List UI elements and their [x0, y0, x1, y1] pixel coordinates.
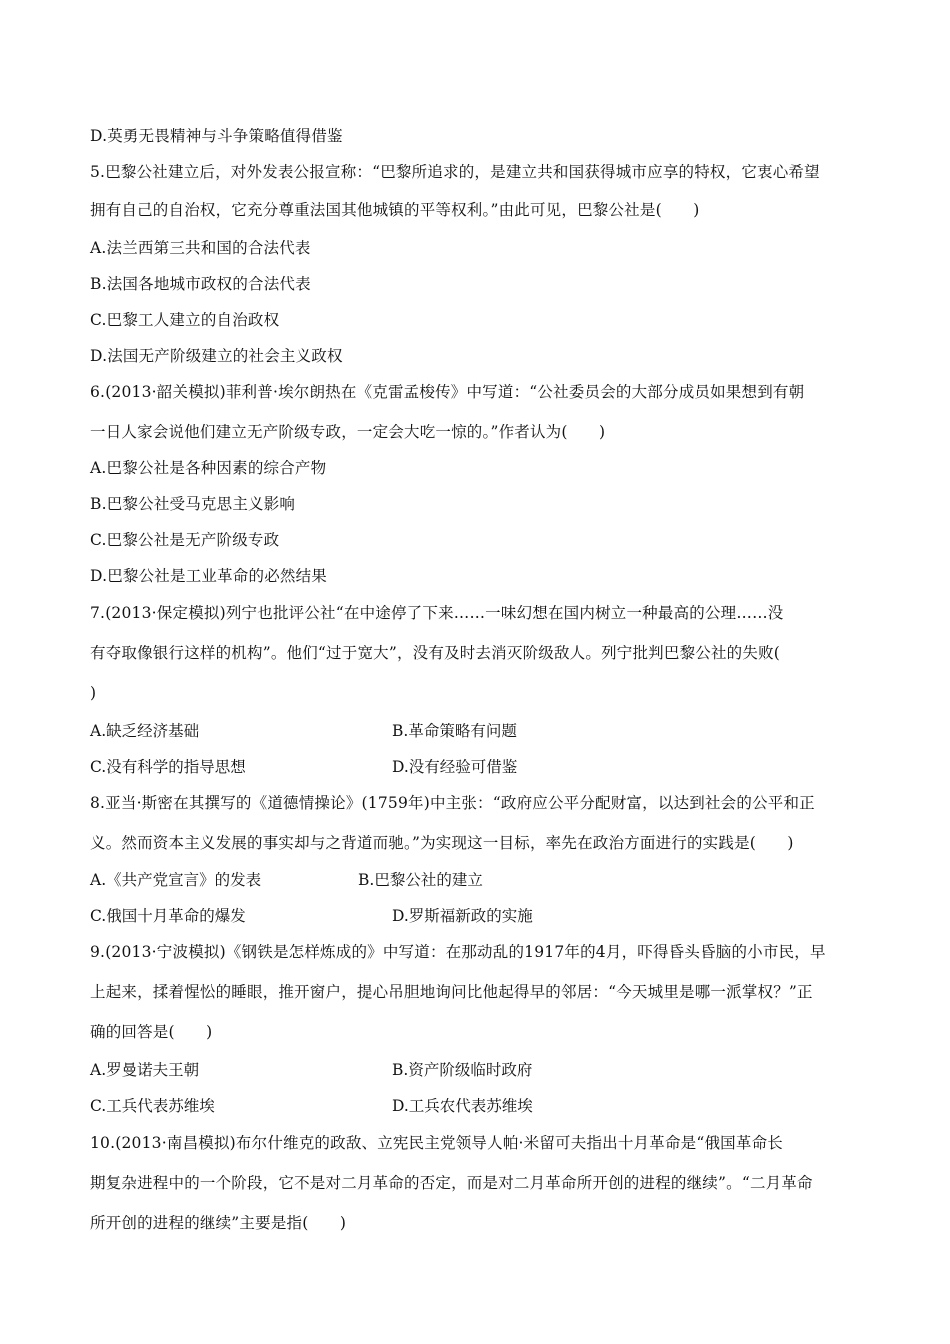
q5-stem-line2: 拥有自己的自治权，它充分尊重法国其他城镇的平等权利。”由此可见，巴黎公社是( ) [90, 201, 700, 219]
q7-option-a: A.缺乏经济基础 [90, 722, 200, 740]
q9-option-d: D.工兵农代表苏维埃 [392, 1097, 533, 1115]
q9-stem-line2: 上起来，揉着惺忪的睡眼，推开窗户，提心吊胆地询问比他起得早的邻居：“今天城里是哪一派掌权？”正 [90, 983, 813, 1001]
q8-stem-line2: 义。然而资本主义发展的事实却与之背道而驰。”为实现这一目标，率先在政治方面进行的实践是( ) [90, 834, 794, 852]
q8-option-b: B.巴黎公社的建立 [358, 871, 483, 889]
q5-option-c: C.巴黎工人建立的自治政权 [90, 311, 280, 329]
q9-option-a: A.罗曼诺夫王朝 [90, 1061, 200, 1079]
q5-option-d: D.法国无产阶级建立的社会主义政权 [90, 347, 343, 365]
q8-option-d: D.罗斯福新政的实施 [392, 907, 533, 925]
q6-stem-line2: 一日人家会说他们建立无产阶级专政，一定会大吃一惊的。”作者认为( ) [90, 423, 606, 441]
q10-stem-line1: 10.(2013·南昌模拟)布尔什维克的政敌、立宪民主党领导人帕·米留可夫指出十月革命是“俄国革命长 [90, 1134, 783, 1152]
q9-stem-line3: 确的回答是( ) [90, 1023, 213, 1041]
q8-stem-line1: 8.亚当·斯密在其撰写的《道德情操论》(1759年)中主张：“政府应公平分配财富，以达到社会的公平和正 [90, 794, 815, 812]
q6-option-b: B.巴黎公社受马克思主义影响 [90, 495, 296, 513]
q10-stem-line3: 所开创的进程的继续”主要是指( ) [90, 1214, 347, 1232]
q8-option-c: C.俄国十月革命的爆发 [90, 907, 246, 925]
q5-option-b: B.法国各地城市政权的合法代表 [90, 275, 311, 293]
q4-option-d: D.英勇无畏精神与斗争策略值得借鉴 [90, 127, 343, 145]
q6-option-c: C.巴黎公社是无产阶级专政 [90, 531, 280, 549]
q7-stem-line3: ) [90, 684, 97, 702]
q10-stem-line2: 期复杂进程中的一个阶段，它不是对二月革命的否定，而是对二月革命所开创的进程的继续”。“二月革命 [90, 1174, 813, 1192]
q7-option-d: D.没有经验可借鉴 [392, 758, 518, 776]
q7-stem-line1: 7.(2013·保定模拟)列宁也批评公社“在中途停了下来……一味幻想在国内树立一种最高的公理……没 [90, 604, 784, 622]
q7-option-c: C.没有科学的指导思想 [90, 758, 246, 776]
q7-option-b: B.革命策略有问题 [392, 722, 517, 740]
q6-option-d: D.巴黎公社是工业革命的必然结果 [90, 567, 328, 585]
q5-option-a: A.法兰西第三共和国的合法代表 [90, 239, 311, 257]
q6-option-a: A.巴黎公社是各种因素的综合产物 [90, 459, 327, 477]
q5-stem-line1: 5.巴黎公社建立后，对外发表公报宣称：“巴黎所追求的，是建立共和国获得城市应享的特权，它衷心希望 [90, 163, 820, 181]
q9-option-b: B.资产阶级临时政府 [392, 1061, 533, 1079]
q7-stem-line2: 有夺取像银行这样的机构”。他们“过于宽大”，没有及时去消灭阶级敌人。列宁批判巴黎公社的失败( [90, 644, 781, 662]
q9-option-c: C.工兵代表苏维埃 [90, 1097, 215, 1115]
q8-option-a: A.《共产党宣言》的发表 [90, 871, 262, 889]
q6-stem-line1: 6.(2013·韶关模拟)菲利普·埃尔朗热在《克雷孟梭传》中写道：“公社委员会的大部分成员如果想到有朝 [90, 383, 805, 401]
q9-stem-line1: 9.(2013·宁波模拟)《钢铁是怎样炼成的》中写道：在那动乱的1917年的4月，吓得昏头昏脑的小市民，早 [90, 943, 826, 961]
